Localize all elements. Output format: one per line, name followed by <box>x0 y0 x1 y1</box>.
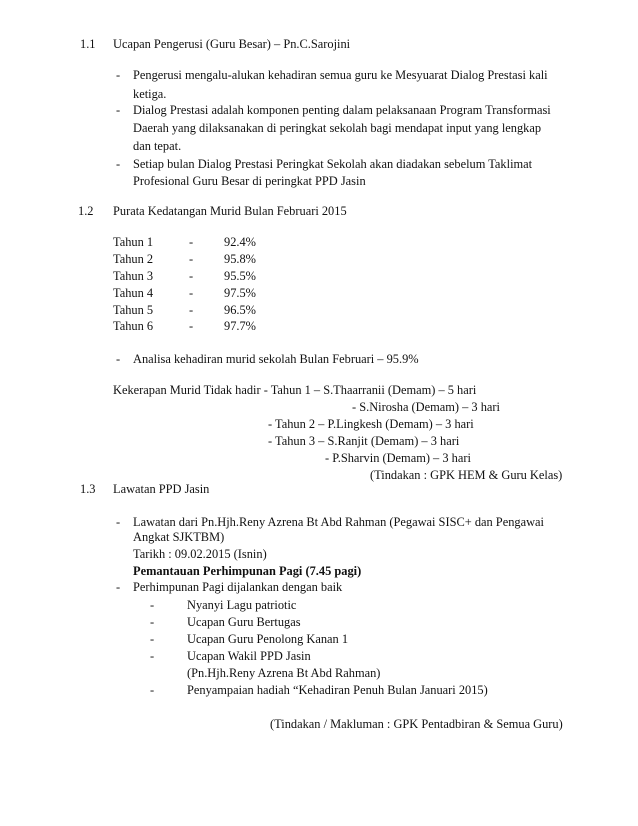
section-1-1-bullet3-line2: Profesional Guru Besar di peringkat PPD Jasin <box>133 174 366 188</box>
section-1-1-bullet3-line1: Setiap bulan Dialog Prestasi Peringkat Sekolah akan diadakan sebelum Taklimat <box>133 157 533 171</box>
section-1-1-bullet2-line3: dan tepat. <box>133 139 182 153</box>
attendance-dash: - <box>189 252 194 266</box>
attendance-percent: 92.4% <box>224 235 257 249</box>
absence-line: - Tahun 2 – P.Lingkesh (Demam) – 3 hari <box>268 417 474 431</box>
section-1-1-bullet2-line2: Daerah yang dilaksanakan di peringkat sekolah bagi mendapat input yang lengkap <box>133 121 542 135</box>
section-1-1-bullet1-line2: ketiga. <box>133 87 167 101</box>
section-1-3-bullet1-line1: Lawatan dari Pn.Hjh.Reny Azrena Bt Abd Rahman (Pegawai SISC+ dan Pengawai <box>133 515 544 529</box>
section-1-2-number: 1.2 <box>78 204 94 218</box>
bullet-dash: - <box>150 615 155 629</box>
attendance-year: Tahun 6 <box>113 319 154 333</box>
bullet-dash: - <box>150 598 155 612</box>
section-1-3-bullet2: Perhimpunan Pagi dijalankan dengan baik <box>133 580 343 594</box>
assembly-item: Nyanyi Lagu patriotic <box>187 598 297 612</box>
section-1-3-bullet1-line2: Angkat SJKTBM) <box>133 530 225 544</box>
bullet-dash: - <box>116 580 121 594</box>
attendance-percent: 95.5% <box>224 269 257 283</box>
assembly-subheading: Pemantauan Perhimpunan Pagi (7.45 pagi) <box>133 564 362 578</box>
bullet-dash: - <box>116 352 121 366</box>
bullet-dash: - <box>116 103 121 117</box>
action-note: (Tindakan : GPK HEM & Guru Kelas) <box>370 468 563 482</box>
bullet-dash: - <box>150 683 155 697</box>
visit-date: Tarikh : 09.02.2015 (Isnin) <box>133 547 267 561</box>
assembly-item: Penyampaian hadiah “Kehadiran Penuh Bulan Januari 2015) <box>187 683 488 697</box>
section-1-1-bullet2-line1: Dialog Prestasi adalah komponen penting dalam pelaksanaan Program Transformasi <box>133 103 551 117</box>
assembly-item: Ucapan Guru Bertugas <box>187 615 301 629</box>
attendance-percent: 95.8% <box>224 252 257 266</box>
attendance-dash: - <box>189 286 194 300</box>
action-note: (Tindakan / Makluman : GPK Pentadbiran & Semua Guru) <box>270 717 563 731</box>
attendance-dash: - <box>189 303 194 317</box>
bullet-dash: - <box>150 632 155 646</box>
attendance-percent: 96.5% <box>224 303 257 317</box>
assembly-item: Ucapan Wakil PPD Jasin <box>187 649 311 663</box>
attendance-year: Tahun 2 <box>113 252 154 266</box>
attendance-year: Tahun 1 <box>113 235 154 249</box>
section-1-3-title: Lawatan PPD Jasin <box>113 482 210 496</box>
bullet-dash: - <box>150 649 155 663</box>
attendance-dash: - <box>189 235 194 249</box>
bullet-dash: - <box>116 68 121 82</box>
attendance-dash: - <box>189 319 194 333</box>
absence-line: - Tahun 3 – S.Ranjit (Demam) – 3 hari <box>268 434 460 448</box>
attendance-dash: - <box>189 269 194 283</box>
attendance-analysis: Analisa kehadiran murid sekolah Bulan Februari – 95.9% <box>133 352 419 366</box>
absence-heading: Kekerapan Murid Tidak hadir - Tahun 1 – S.Thaarranii (Demam) – 5 hari <box>113 383 477 397</box>
attendance-percent: 97.5% <box>224 286 257 300</box>
attendance-percent: 97.7% <box>224 319 257 333</box>
section-1-2-title: Purata Kedatangan Murid Bulan Februari 2015 <box>113 204 347 218</box>
assembly-item: Ucapan Guru Penolong Kanan 1 <box>187 632 349 646</box>
absence-line: - S.Nirosha (Demam) – 3 hari <box>352 400 500 414</box>
bullet-dash: - <box>116 157 121 171</box>
attendance-year: Tahun 3 <box>113 269 154 283</box>
section-1-1-title: Ucapan Pengerusi (Guru Besar) – Pn.C.Sarojini <box>113 37 351 51</box>
bullet-dash: - <box>116 515 121 529</box>
section-1-1-bullet1-line1: Pengerusi mengalu-alukan kehadiran semua guru ke Mesyuarat Dialog Prestasi kali <box>133 68 548 82</box>
assembly-item-continuation: (Pn.Hjh.Reny Azrena Bt Abd Rahman) <box>187 666 381 680</box>
attendance-year: Tahun 4 <box>113 286 154 300</box>
absence-line: - P.Sharvin (Demam) – 3 hari <box>325 451 471 465</box>
attendance-year: Tahun 5 <box>113 303 154 317</box>
section-1-1-number: 1.1 <box>80 37 96 51</box>
section-1-3-number: 1.3 <box>80 482 96 496</box>
